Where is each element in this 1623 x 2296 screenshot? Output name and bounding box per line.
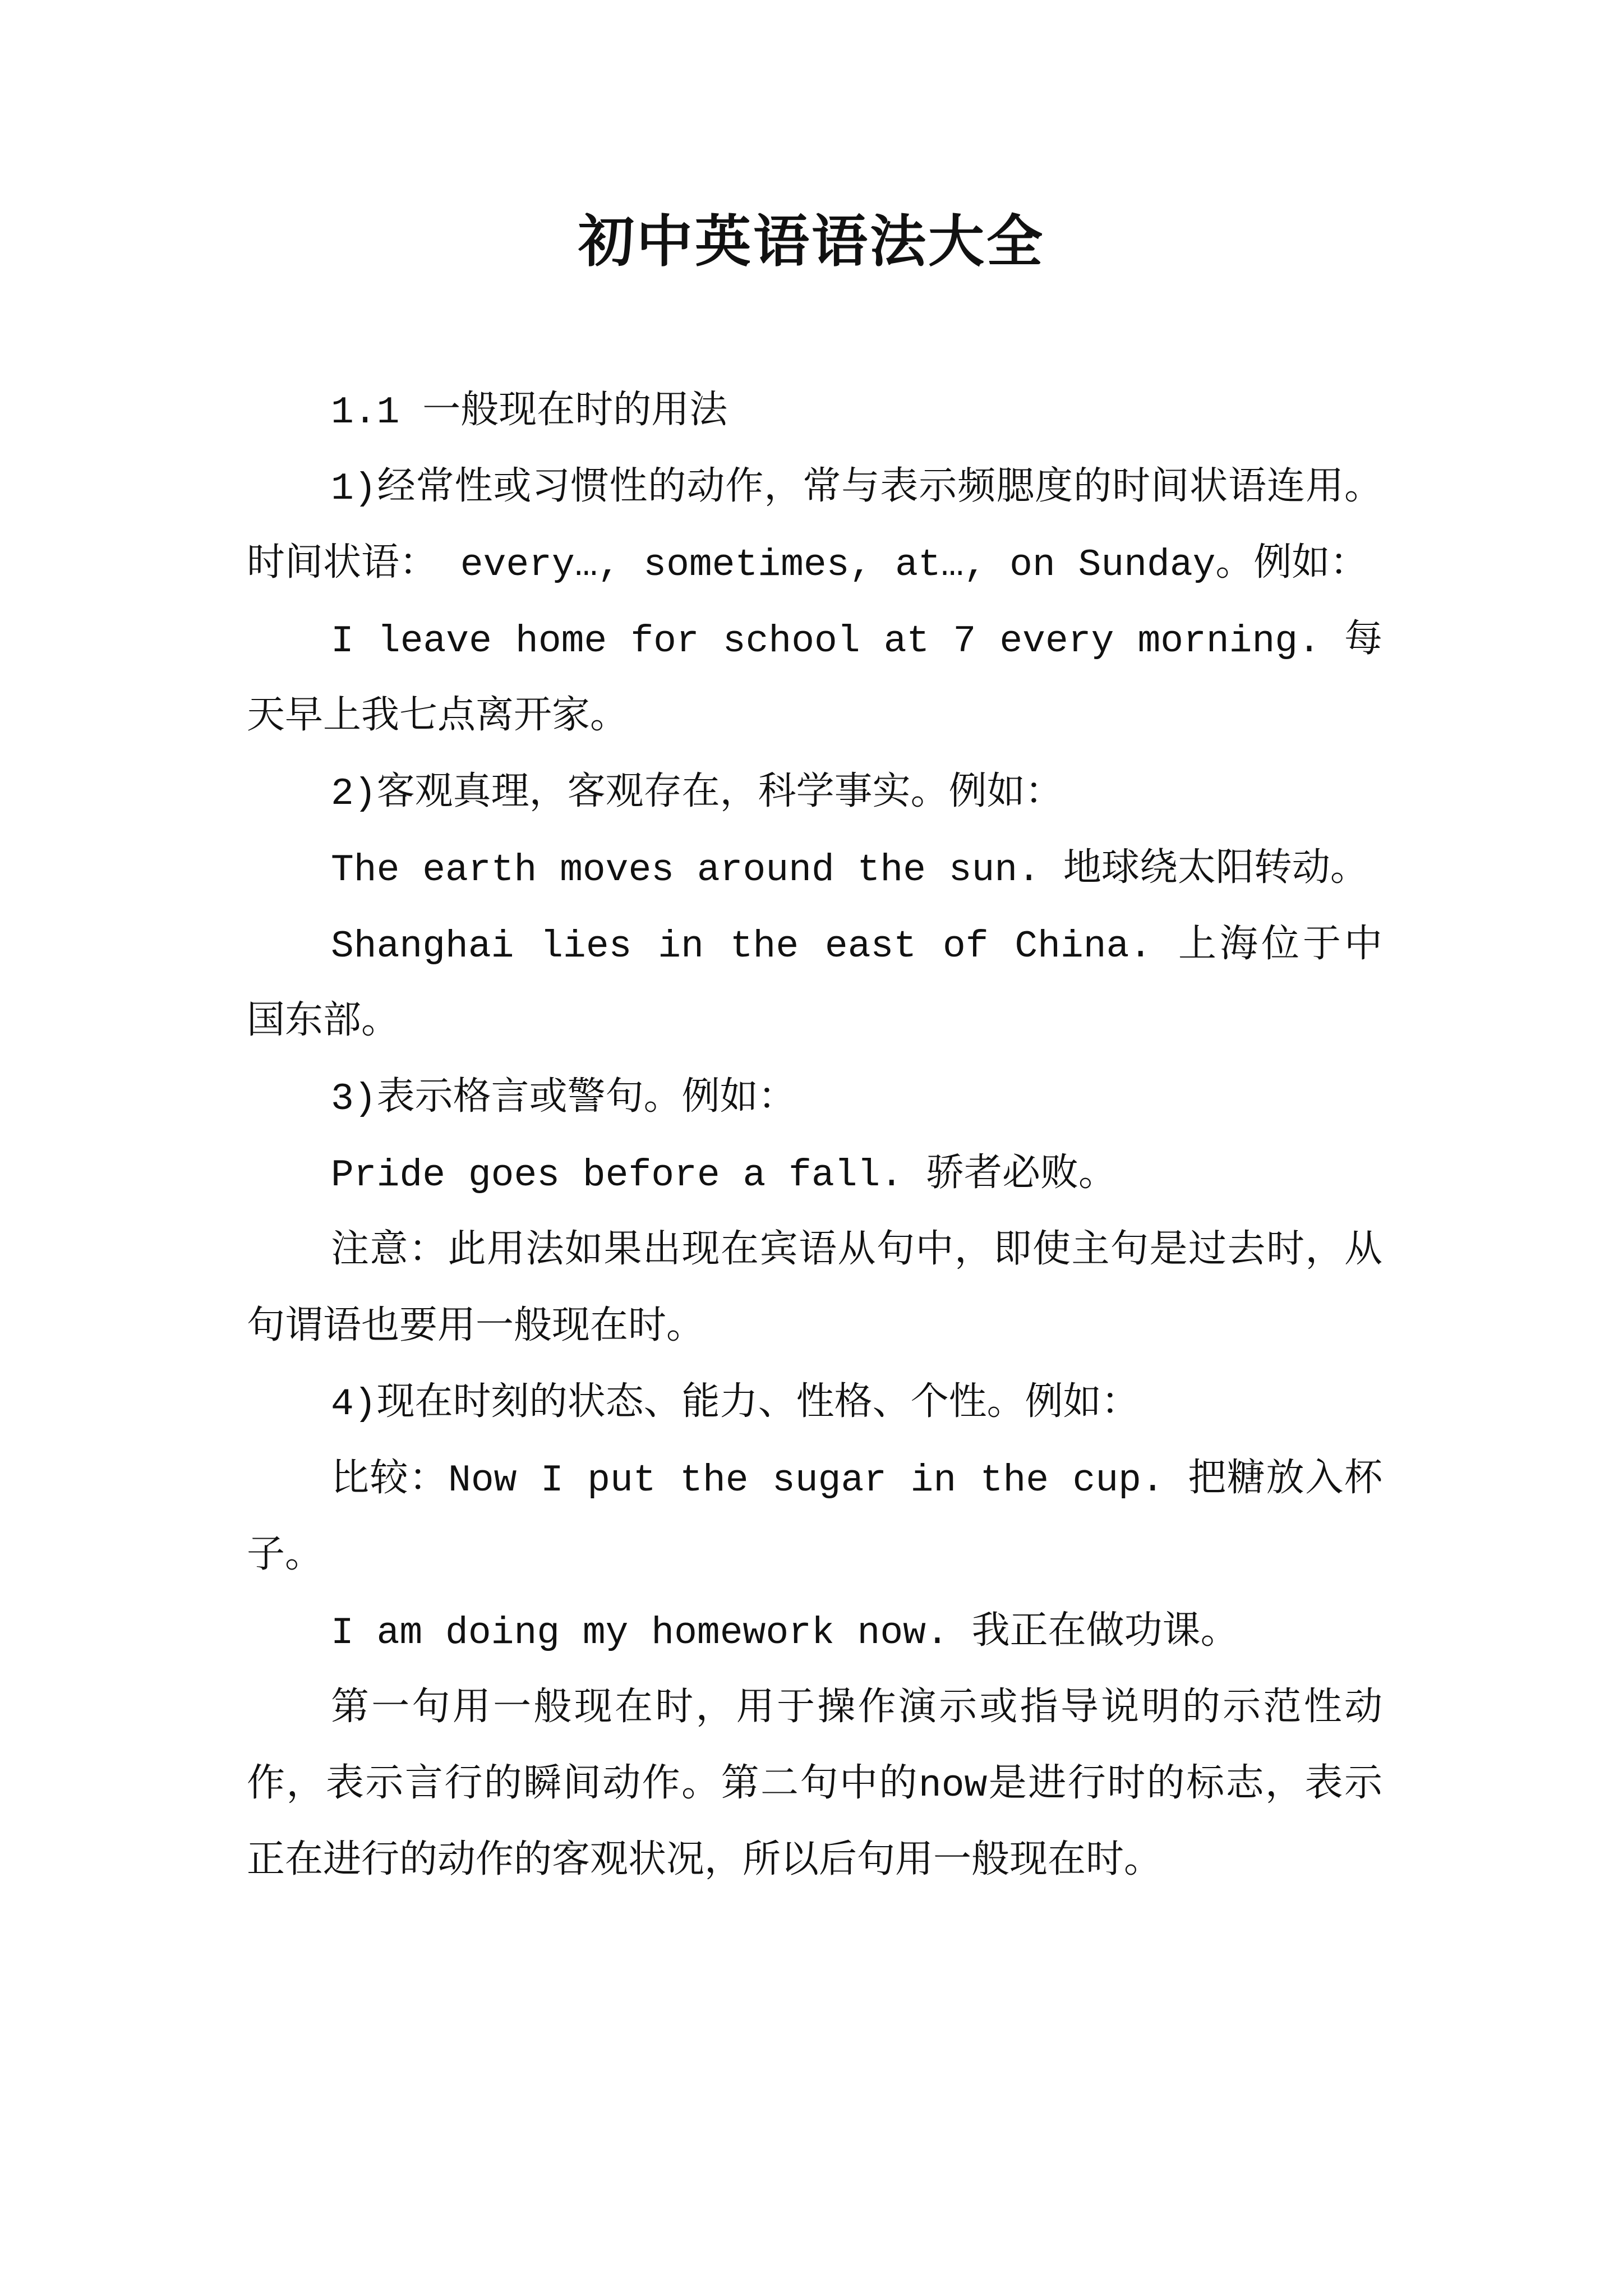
note-paragraph: 注意：此用法如果出现在宾语从句中，即使主句是过去时，从句谓语也要用一般现在时。: [247, 1230, 1382, 1350]
paragraph-usage-1: 1)经常性或习惯性的动作，常与表示频腮度的时间状语连用。时间状语： every…, sometimes, at…, on Sunday。例如：: [247, 467, 1382, 587]
paragraph-usage-3: 3)表示格言或警句。例如：: [331, 1078, 796, 1121]
paragraph-usage-4: 4)现在时刻的状态、能力、性格、个性。例如：: [331, 1383, 1140, 1426]
comparison-sentence: 比较：Now I put the sugar in the cup. 把糖放入杯子。: [247, 1459, 1382, 1579]
document-body: [247, 375, 1382, 1901]
document-title: 初中英语语法大全: [578, 208, 1045, 274]
example-sentence: I am doing my homework now. 我正在做功课。: [331, 1612, 1239, 1655]
explanation-paragraph: 第一句用一般现在时，用于操作演示或指导说明的示范性动作，表示言行的瞬间动作。第二句中的now是进行时的标志，表示正在进行的动作的客观状况，所以后句用一般现在时。: [247, 1688, 1382, 1884]
example-sentence: Pride goes before a fall. 骄者必败。: [331, 1154, 1117, 1197]
example-sentence: The earth moves around the sun. 地球绕太阳转动。: [331, 849, 1368, 892]
paragraph-usage-2: 2)客观真理，客观存在，科学事实。例如：: [331, 772, 1063, 816]
section-heading: 1.1 一般现在时的用法: [331, 391, 728, 434]
example-sentence: Shanghai lies in the east of China. 上海位于中国东部。: [247, 925, 1382, 1045]
example-sentence: I leave home for school at 7 every morning. 每天早上我七点离开家。: [247, 620, 1382, 739]
